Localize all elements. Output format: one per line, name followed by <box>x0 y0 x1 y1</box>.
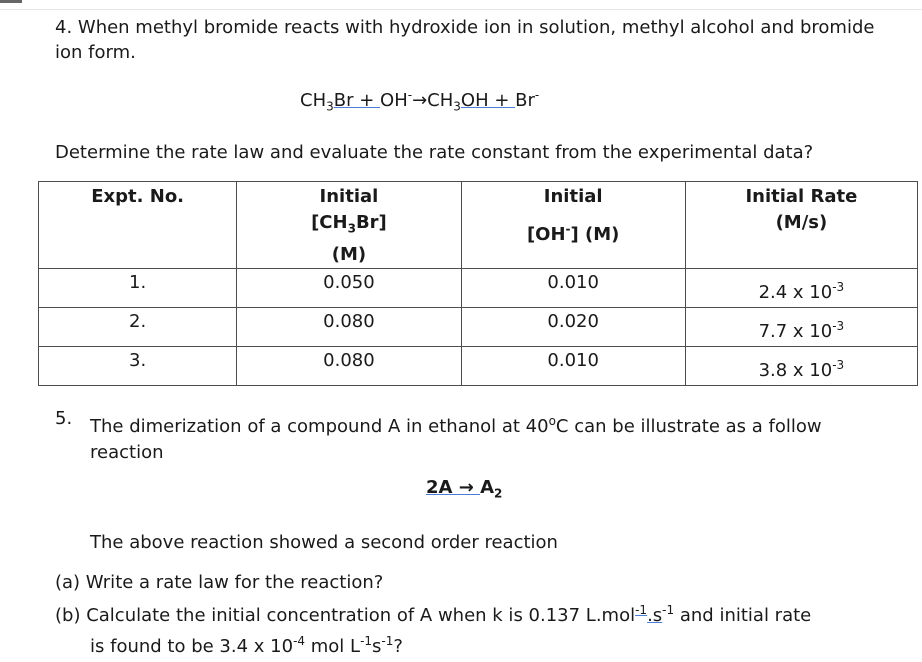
cell-rate: 3.8 x $10^{-3}$ <box>685 346 917 385</box>
header-initial-rate: Initial Rate (M/s) <box>685 182 917 269</box>
question-4-instruction: Determine the rate law and evaluate the rate constant from the experimental data? <box>55 142 814 163</box>
cell-expt-no: 1. <box>39 268 237 307</box>
cell-oh: 0.010 <box>461 346 685 385</box>
top-border <box>0 0 922 10</box>
table-row <box>39 268 918 307</box>
experimental-data-table <box>38 181 918 386</box>
top-tab-marker <box>0 0 22 3</box>
cell-rate: 7.7 x $10^{-3}$ <box>685 307 917 346</box>
table-row <box>39 307 918 346</box>
cell-ch3br: 0.050 <box>237 268 461 307</box>
question-5-part-b-continued: is found to be 3.4 x $10^{-4}$ mol $L^{-1}s^{-1}$? <box>90 634 403 657</box>
header-expt-no: Expt. No. <box>39 182 237 269</box>
cell-ch3br: 0.080 <box>237 307 461 346</box>
cell-rate: 2.4 x $10^{-3}$ <box>685 268 917 307</box>
question-5-note: The above reaction showed a second order reaction <box>90 532 558 553</box>
question-4-text: 4. When methyl bromide reacts with hydroxide ion in solution, methyl alcohol and bromide ion form. <box>55 17 875 63</box>
table-row <box>39 346 918 385</box>
question-5-text: The dimerization of a compound A in ethanol at 40$^o$C can be illustrate as a follow reaction <box>90 414 822 463</box>
cell-ch3br: 0.080 <box>237 346 461 385</box>
cell-oh: 0.020 <box>461 307 685 346</box>
header-oh: Initial [OH-] (M) <box>461 182 685 269</box>
question-5-number: 5. <box>55 408 73 429</box>
question-5-part-b: (b) Calculate the initial concentration of A when k is 0.137 $L.mol^{-1}.s^{-1}$ and initial rate <box>55 603 812 626</box>
header-ch3br: Initial $[CH_3Br]$ (M) <box>237 182 461 269</box>
cell-expt-no: 2. <box>39 307 237 346</box>
table-header-row <box>39 182 918 269</box>
reaction-equation-1: $CH_3Br + OH^-\to CH_3OH + Br^-$ <box>300 88 540 114</box>
question-5-part-a: (a) Write a rate law for the reaction? <box>55 572 384 593</box>
cell-oh: 0.010 <box>461 268 685 307</box>
cell-expt-no: 3. <box>39 346 237 385</box>
dimerization-equation: $2A \to A_2$ <box>426 477 503 501</box>
